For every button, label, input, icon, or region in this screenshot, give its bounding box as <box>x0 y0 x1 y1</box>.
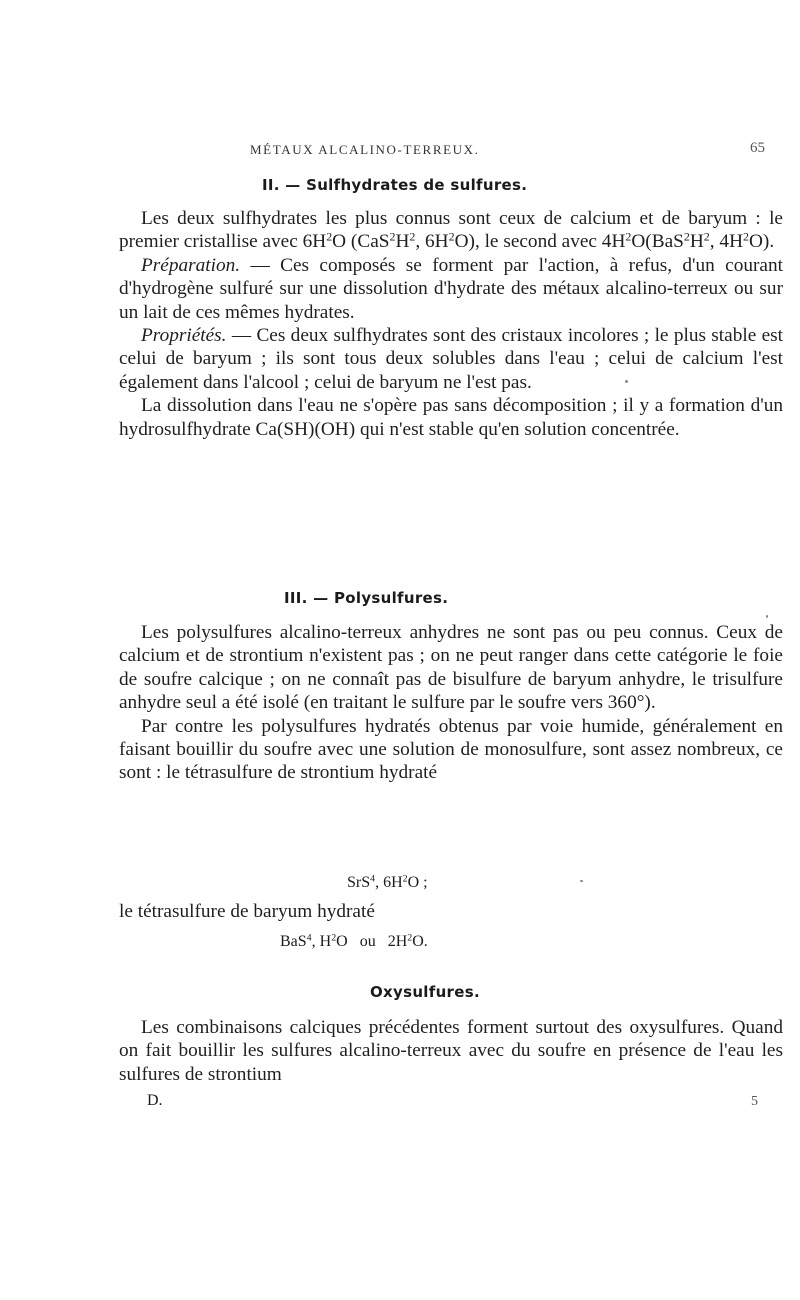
paragraph-polysulfures-hydrates: Par contre les polysulfures hydratés obtenus par voie humide, généralement en faisant bouillir du soufre avec une solution de monosulfure, sont assez nombreux, ce sont : le tétrasulfure de strontium hydraté <box>119 715 783 784</box>
proprietes-label: Propriétés. <box>141 325 227 347</box>
signature-mark: D. <box>147 1092 163 1109</box>
section-heading-polysulfures: III. — Polysulfures. <box>284 589 449 607</box>
page-number: 65 <box>750 140 765 156</box>
section-body-oxysulfures <box>119 1016 783 1086</box>
paragraph-preparation: Préparation. — Ces composés se forment par l'action, à refus, d'un courant d'hydrogène sulfuré sur une dissolution d'hydrate des métaux alcalino-terreux ou sur un lait de ces mêmes hydrates. <box>119 254 783 323</box>
scan-speck <box>580 880 583 882</box>
scan-speck <box>766 615 768 618</box>
formula-strontium-tetrasulfide: SrS$^4$, $6H^2O$ ; <box>347 873 428 891</box>
section-heading-sulfhydrates: II. — Sulfhydrates de sulfures. <box>262 176 528 194</box>
running-title: MÉTAUX ALCALINO-TERREUX. <box>250 142 480 157</box>
paragraph-tetrasulfure-baryum: le tétrasulfure de baryum hydraté <box>119 901 375 922</box>
formula-barium-tetrasulfide: BaS$^4$, $H^2O$ ou $2H^2O$. <box>280 932 428 950</box>
paragraph-intro: Les deux sulfhydrates les plus connus sont ceux de calcium et de baryum : le premier cristallise avec $6H^2O$ ($CaS^2H^2$, $6H^2O$), le second avec $4H^2O(BaS^2H^2$, $4H^2O$). <box>119 208 783 253</box>
paragraph-polysulfures-anhydres: Les polysulfures alcalino-terreux anhydres ne sont pas ou peu connus. Ceux de calcium et de strontium n'existent pas ; on ne peut ranger dans cette catégorie le foie de soufre calcique ; on ne connaît pas de bisulfure de baryum anhydre, le trisulfure anhydre seul a été isolé (en traitant le sulfure par le soufre vers 360°). <box>119 622 783 714</box>
sheet-number: 5 <box>751 1094 758 1109</box>
section-heading-oxysulfures: Oxysulfures. <box>370 983 480 1001</box>
paragraph-dissolution: La dissolution dans l'eau ne s'opère pas sans décomposition ; il y a formation d'un hydrosulfhydrate Ca(SH)(OH) qui n'est stable qu'en solution concentrée. <box>119 395 783 440</box>
paragraph-proprietes: Propriétés. — Ces deux sulfhydrates sont des cristaux incolores ; le plus stable est celui de baryum ; ils sont tous deux solubles dans l'eau ; celui de calcium l'est également dans l'alcool ; celui de baryum ne l'est pas. <box>119 325 783 393</box>
paragraph-oxysulfures: Les combinaisons calciques précédentes forment surtout des oxysulfures. Quand on fait bouillir les sulfures alcalino-terreux avec du soufre en présence de l'eau les sulfures de strontium <box>119 1017 783 1085</box>
scan-speck <box>625 380 628 383</box>
section-body-sulfhydrates <box>119 207 783 441</box>
preparation-label: Préparation. <box>141 254 241 276</box>
section-body-baryum-line <box>119 900 783 923</box>
section-body-polysulfures <box>119 621 783 785</box>
